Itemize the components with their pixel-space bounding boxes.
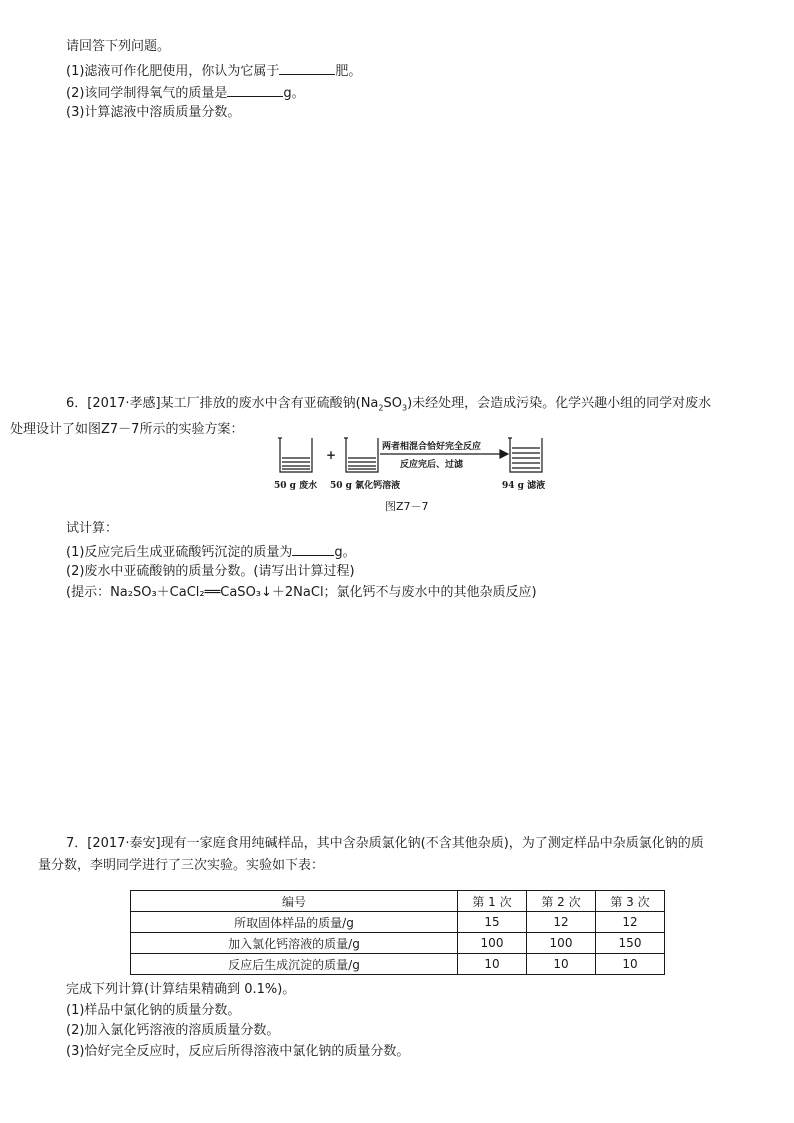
table-cell: 加入氯化钙溶液的质量/g bbox=[131, 933, 458, 954]
stem-part: SO bbox=[383, 396, 402, 411]
plus-sign: + bbox=[326, 448, 337, 462]
table-cell: 100 bbox=[527, 933, 596, 954]
table-header: 编号 bbox=[131, 891, 458, 912]
table-cell: 反应后生成沉淀的质量/g bbox=[131, 954, 458, 975]
intro-q1-suffix: 肥。 bbox=[335, 64, 362, 79]
experiment-table bbox=[130, 890, 665, 975]
arrow-top-label: 两者相混合恰好完全反应 bbox=[382, 442, 482, 452]
figure-caption: 图Z7－7 bbox=[385, 500, 429, 513]
p7-stem-line-2: 量分数，李明同学进行了三次实验。实验如下表： bbox=[38, 858, 325, 873]
answer-blank[interactable] bbox=[279, 61, 335, 75]
p7-stem-line-1: 7．[2017·泰安]现有一家庭食用纯碱样品，其中含杂质氯化钠(不含其他杂质)，为了测定样品中杂质氯化钠的质 bbox=[66, 836, 704, 851]
problem-7-question-3: (3)恰好完全反应时，反应后所得溶液中氯化钠的质量分数。 bbox=[66, 1044, 410, 1059]
beaker-icon bbox=[508, 438, 542, 472]
intro-question-2 bbox=[66, 83, 305, 103]
table-cell: 所取固体样品的质量/g bbox=[131, 912, 458, 933]
table-header: 第 3 次 bbox=[596, 891, 665, 912]
stem-line-2: 处理设计了如图Z7－7所示的实验方案： bbox=[10, 422, 244, 437]
table-header: 第 1 次 bbox=[458, 891, 527, 912]
p7-instruction: 完成下列计算(计算结果精确到 0.1%)。 bbox=[66, 982, 296, 997]
table-cell: 12 bbox=[596, 912, 665, 933]
problem-6-question-2: (2)废水中亚硫酸钠的质量分数。(请写出计算过程) bbox=[66, 564, 355, 579]
subscript: 3 bbox=[401, 403, 408, 413]
p6-q1-suffix: g。 bbox=[334, 545, 356, 560]
problem-7-question-2: (2)加入氯化钙溶液的溶质质量分数。 bbox=[66, 1023, 280, 1038]
stem-part: 6．[2017·孝感]某工厂排放的废水中含有亚硫酸钠(Na bbox=[66, 396, 379, 411]
problem-6-question-1 bbox=[66, 542, 356, 562]
stem-part: )未经处理，会造成污染。化学兴趣小组的同学对废水 bbox=[407, 396, 712, 411]
answer-blank[interactable] bbox=[227, 83, 283, 97]
p6-q1-text: (1)反应完后生成亚硫酸钙沉淀的质量为 bbox=[66, 545, 293, 560]
table-cell: 100 bbox=[458, 933, 527, 954]
beaker-3-label: 94 g 滤液 bbox=[502, 481, 546, 491]
intro-question-1 bbox=[66, 61, 361, 81]
intro-question-3: (3)计算滤液中溶质质量分数。 bbox=[66, 105, 241, 120]
try-heading: 试计算： bbox=[66, 521, 119, 536]
beaker-icon bbox=[344, 438, 378, 472]
beaker-2-label: 50 g 氯化钙溶液 bbox=[330, 481, 401, 491]
intro-prompt: 请回答下列问题。 bbox=[66, 39, 171, 54]
beaker-icon bbox=[278, 438, 312, 472]
problem-6-hint: (提示：Na₂SO₃＋CaCl₂══CaSO₃↓＋2NaCl；氯化钙不与废水中的其他杂质反应) bbox=[66, 585, 537, 600]
table-cell: 10 bbox=[458, 954, 527, 975]
table-row bbox=[131, 912, 665, 933]
table-row bbox=[131, 933, 665, 954]
intro-q2-suffix: g。 bbox=[283, 86, 305, 101]
table-cell: 150 bbox=[596, 933, 665, 954]
problem-7-stem bbox=[38, 831, 758, 879]
intro-q2-text: (2)该同学制得氧气的质量是 bbox=[66, 86, 228, 101]
answer-blank[interactable] bbox=[292, 542, 334, 556]
table-cell: 15 bbox=[458, 912, 527, 933]
beaker-1-label: 50 g 废水 bbox=[274, 481, 318, 491]
table-row bbox=[131, 954, 665, 975]
arrow-bottom-label: 反应完后、过滤 bbox=[400, 460, 464, 470]
table-cell: 12 bbox=[527, 912, 596, 933]
table-cell: 10 bbox=[527, 954, 596, 975]
table-header: 第 2 次 bbox=[527, 891, 596, 912]
table-header-row bbox=[131, 891, 665, 912]
problem-7-question-1: (1)样品中氯化钠的质量分数。 bbox=[66, 1003, 241, 1018]
subscript: 2 bbox=[378, 403, 384, 413]
intro-q1-text: (1)滤液可作化肥使用，你认为它属于 bbox=[66, 64, 280, 79]
table-cell: 10 bbox=[596, 954, 665, 975]
